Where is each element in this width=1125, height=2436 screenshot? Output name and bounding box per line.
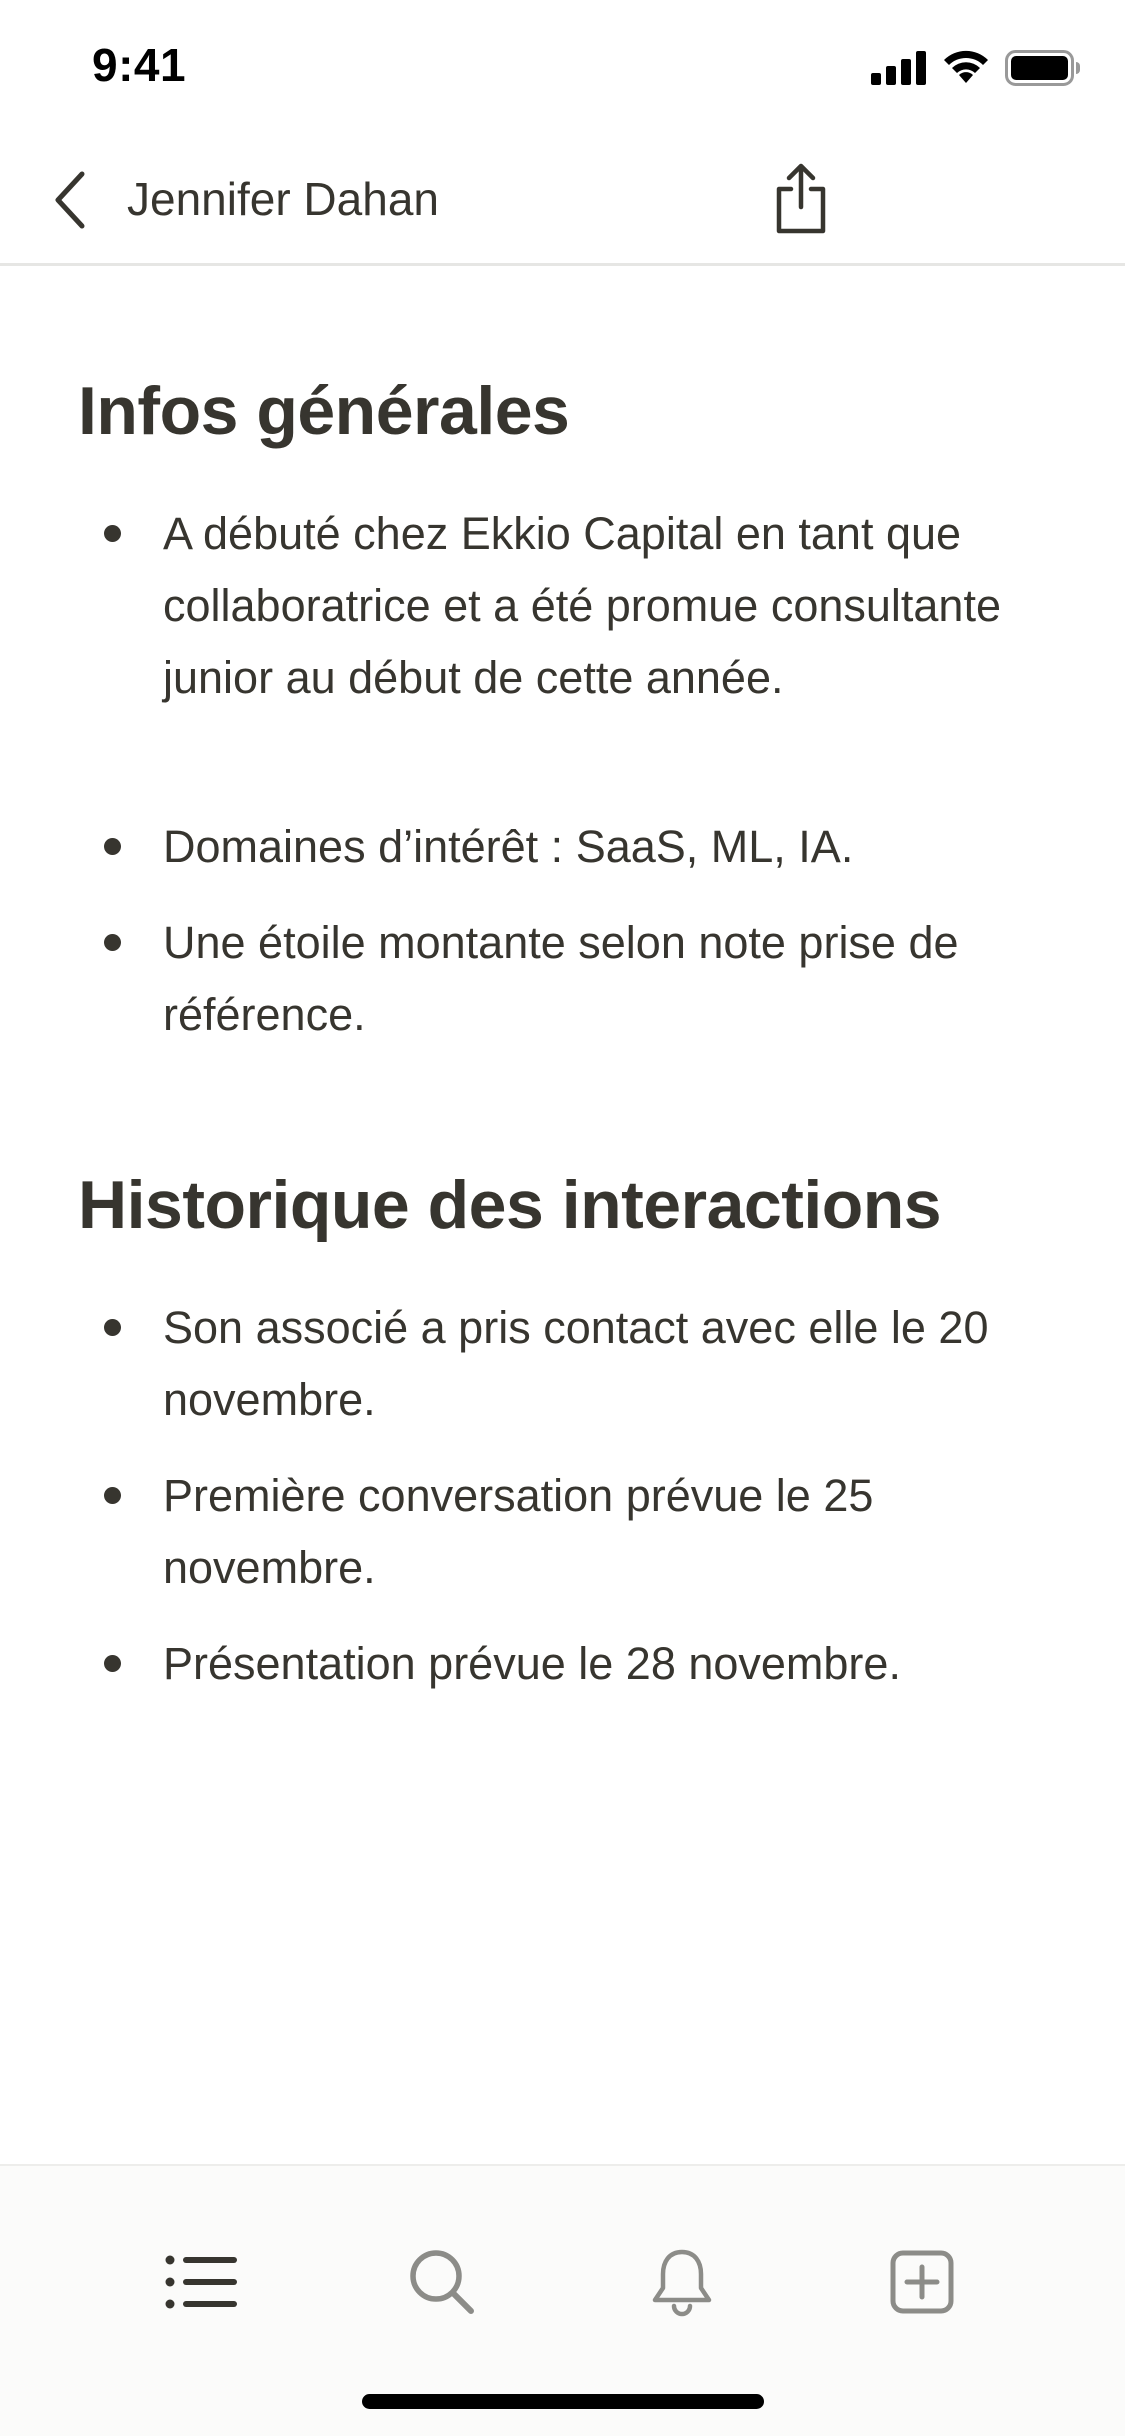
- bullet-icon: [104, 525, 121, 542]
- wifi-icon: [941, 50, 991, 86]
- bullet-icon: [104, 1319, 121, 1336]
- section-heading-general-info: Infos générales: [78, 373, 570, 449]
- tab-pages[interactable]: [154, 2234, 250, 2330]
- list-item-text: Présentation prévue le 28 novembre.: [163, 1638, 901, 1689]
- section-heading-interaction-history: Historique des interactions: [78, 1167, 942, 1243]
- tab-notifications[interactable]: [634, 2234, 730, 2330]
- bullet-icon: [104, 838, 121, 855]
- search-icon: [407, 2247, 477, 2317]
- bullet-icon: [104, 1655, 121, 1672]
- nav-bar: [0, 132, 1125, 266]
- page-title: Jennifer Dahan: [127, 173, 439, 225]
- list-item-text: Domaines d’intérêt : SaaS, ML, IA.: [163, 821, 854, 872]
- home-indicator[interactable]: [362, 2394, 764, 2409]
- status-icons: [871, 50, 1081, 86]
- add-page-icon: [889, 2249, 955, 2315]
- status-bar: [0, 0, 1125, 132]
- tab-new-page[interactable]: [874, 2234, 970, 2330]
- chevron-left-icon: [50, 170, 90, 230]
- battery-icon: [1005, 50, 1081, 86]
- list-item-text: Première conversation prévue le 25 novembre.: [163, 1470, 874, 1593]
- share-icon: [771, 163, 831, 235]
- list-icon: [165, 2254, 239, 2310]
- list-item-text: Son associé a pris contact avec elle le 20 novembre.: [163, 1302, 989, 1425]
- bullet-icon: [104, 934, 121, 951]
- tab-search[interactable]: [394, 2234, 490, 2330]
- cellular-signal-icon: [871, 51, 927, 85]
- status-time: 9:41: [92, 39, 187, 91]
- bell-icon: [649, 2246, 715, 2318]
- back-button[interactable]: [30, 160, 110, 240]
- list-item-text: A débuté chez Ekkio Capital en tant que collaboratrice et a été promue consultante junior au début de cette année.: [163, 508, 1001, 703]
- share-button[interactable]: [760, 156, 842, 242]
- bullet-icon: [104, 1487, 121, 1504]
- list-item-text: Une étoile montante selon note prise de référence.: [163, 917, 959, 1040]
